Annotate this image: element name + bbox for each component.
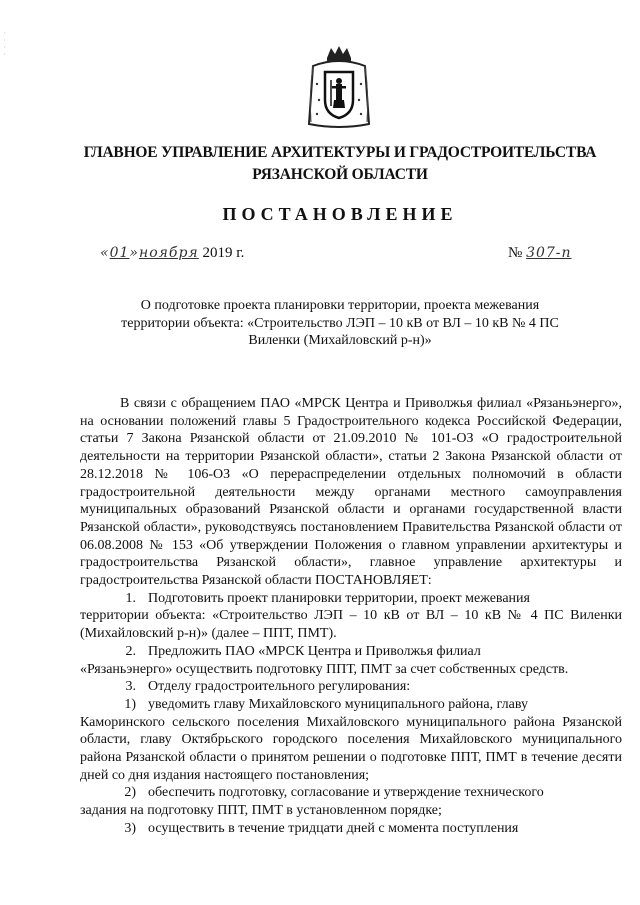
item-continuation: «Рязаньэнерго» осуществить подготовку ППТ, ПМТ за счет собственных средств. bbox=[80, 661, 569, 677]
sub-item-number: 1) bbox=[124, 696, 136, 712]
document-subject bbox=[100, 297, 580, 350]
document-number bbox=[508, 245, 572, 262]
item-first-line: Подготовить проект планировки территории, проект межевания bbox=[148, 590, 530, 606]
sub-item bbox=[80, 784, 622, 819]
sub-item-number: 2) bbox=[124, 785, 136, 801]
date-close-quote: » bbox=[129, 245, 139, 261]
sub-item bbox=[80, 820, 622, 838]
item-continuation: территории объекта: «Строительство ЛЭП – 10 кВ от ВЛ – 10 кВ № 4 ПС Виленки (Михайловский р-н)» (далее – ППТ, ПМТ). bbox=[80, 608, 622, 642]
sub-item-number: 3) bbox=[124, 820, 136, 836]
sub-item-continuation: Каморинского сельского поселения Михайловского муниципального района Рязанской области, главу Октябрьского городского поселения Михайловского муниципального района Рязанской области о принятом решении о подготовке ППТ, ПМТ в течение десяти дней со дня издания настоящего постановления; bbox=[80, 714, 622, 783]
sub-item-first-line: уведомить главу Михайловского муниципального района, главу bbox=[148, 696, 528, 712]
item-number: 3. bbox=[125, 679, 136, 695]
numbered-item bbox=[80, 678, 622, 696]
ryazan-coat-of-arms-icon bbox=[307, 44, 371, 130]
org-name-line-1: ГЛАВНОЕ УПРАВЛЕНИЕ АРХИТЕКТУРЫ И ГРАДОСТРОИТЕЛЬСТВА bbox=[83, 144, 597, 161]
sub-item bbox=[80, 696, 622, 785]
numbered-item bbox=[80, 590, 622, 643]
item-first-line: Отделу градостроительного регулирования: bbox=[148, 679, 411, 695]
sub-item-first-line: обеспечить подготовку, согласование и утверждение технического bbox=[148, 785, 544, 801]
number-prefix: № bbox=[508, 245, 523, 261]
sub-item-continuation: задания на подготовку ППТ, ПМТ в установленном порядке; bbox=[80, 803, 442, 819]
sub-item-first-line: осуществить в течение тридцати дней с момента поступления bbox=[148, 820, 519, 836]
item-number: 2. bbox=[125, 643, 136, 659]
scan-margin-marks: · · · · bbox=[3, 30, 7, 58]
subject-line-3: Виленки (Михайловский р-н)» bbox=[248, 333, 432, 348]
number-value: 307-п bbox=[526, 245, 572, 261]
date-year: 2019 г. bbox=[202, 245, 245, 261]
subject-line-2: территории объекта: «Строительство ЛЭП – 10 кВ от ВЛ – 10 кВ № 4 ПС bbox=[121, 315, 559, 331]
date-day: 01 bbox=[109, 245, 130, 261]
item-first-line: Предложить ПАО «МРСК Центра и Приволжья филиал bbox=[148, 643, 481, 659]
date-month: ноября bbox=[138, 245, 199, 261]
item-number: 1. bbox=[125, 590, 136, 606]
preamble-paragraph: В связи с обращением ПАО «МРСК Центра и Приволжья филиал «Рязаньэнерго», на основании положений главы 5 Градостроительного кодекса Российской Федерации, статьи 7 Закона Рязанской области от 21.09.2010 № 101-ОЗ «О градостроительной деятельности на территории Рязанской области», статьи 2 Закона Рязанской области от 28.12.2018 № 106-ОЗ «О перераспределении отдельных полномочий в области градостроительной деятельности между органами местного самоуправления муниципальных образований Рязанской области и органами государственной власти Рязанской области», руководствуясь постановлением Правительства Рязанской области от 06.08.2008 № 153 «Об утверждении Положения о главном управлении архитектуры и градостроительства Рязанской области», главное управление архитектуры и градостроительства Рязанской области ПОСТАНОВЛЯЕТ: bbox=[80, 396, 622, 589]
numbered-item bbox=[80, 643, 622, 678]
org-name-line-2: РЯЗАНСКОЙ ОБЛАСТИ bbox=[252, 166, 428, 183]
subject-line-1: О подготовке проекта планировки территории, проекта межевания bbox=[140, 298, 540, 313]
document-body bbox=[80, 395, 622, 838]
date-open-quote: « bbox=[100, 245, 110, 261]
document-date bbox=[100, 245, 244, 262]
document-type-title: ПОСТАНОВЛЕНИЕ bbox=[222, 204, 458, 224]
